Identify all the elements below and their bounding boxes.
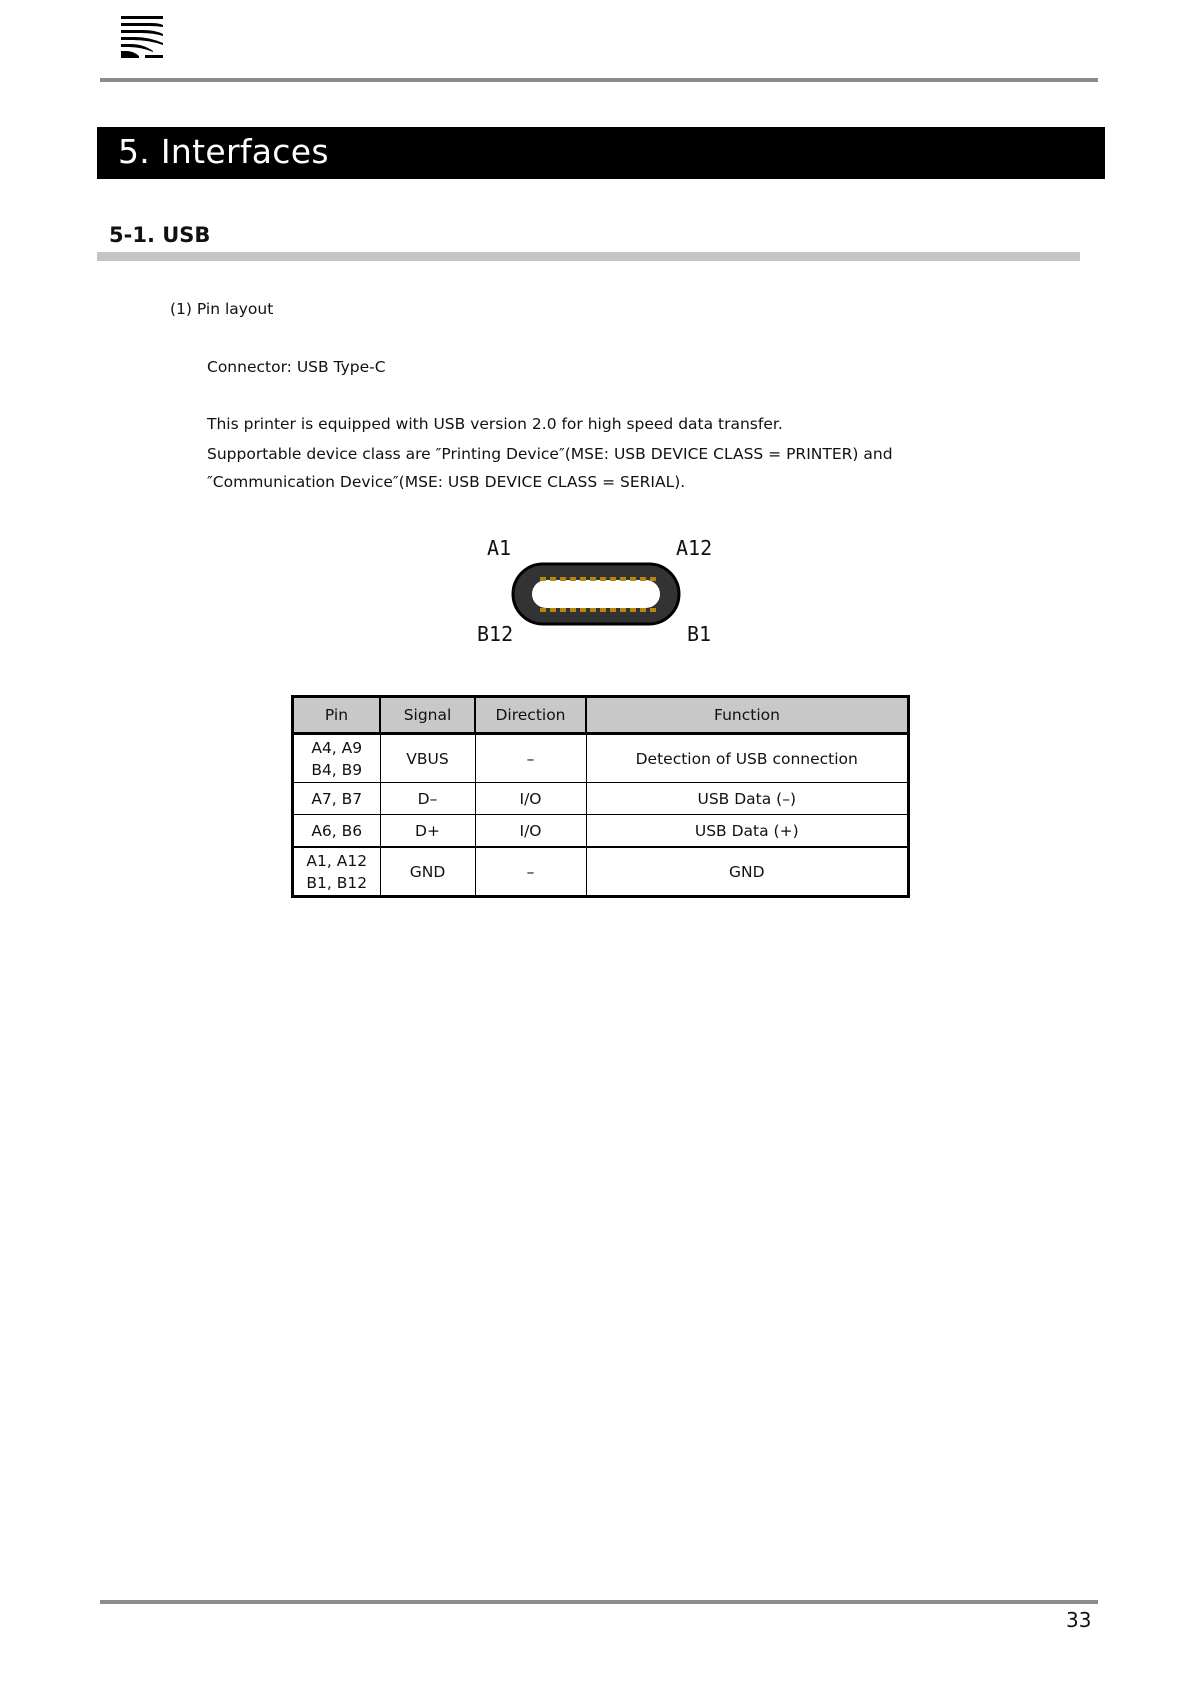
contact-pin xyxy=(650,577,656,581)
signal-cell: D+ xyxy=(380,815,475,848)
usb-description-line-1: This printer is equipped with USB version 2.0 for high speed data transfer. xyxy=(207,415,783,433)
contact-pin xyxy=(550,577,556,581)
pin-line: A1, A12 xyxy=(306,851,368,870)
contact-pin xyxy=(640,608,646,612)
function-cell: Detection of USB connection xyxy=(586,734,909,783)
function-cell: USB Data (–) xyxy=(586,783,909,815)
signal-cell: VBUS xyxy=(380,734,475,783)
usb-type-c-connector-icon xyxy=(510,561,690,631)
contact-pin xyxy=(650,608,656,612)
connector-text: Connector: USB Type-C xyxy=(207,358,386,376)
pin-label-b12: B12 xyxy=(477,622,514,646)
function-cell: GND xyxy=(586,847,909,897)
contact-pin xyxy=(560,577,566,581)
signal-cell: D– xyxy=(380,783,475,815)
contact-pin xyxy=(590,577,596,581)
contact-pin xyxy=(590,608,596,612)
table-row xyxy=(293,734,909,783)
usb-pin-table xyxy=(291,695,910,898)
header-pin: Pin xyxy=(293,697,381,734)
contact-pin xyxy=(570,608,576,612)
header-function: Function xyxy=(586,697,909,734)
contact-pin xyxy=(600,608,606,612)
pin-cell xyxy=(293,847,381,897)
chapter-heading-bar xyxy=(97,127,1105,179)
section-rule xyxy=(97,252,1080,261)
contact-pin xyxy=(580,577,586,581)
contact-pin xyxy=(570,577,576,581)
contact-pin xyxy=(550,608,556,612)
usb-description-line-2: Supportable device class are ″Printing Device″(MSE: USB DEVICE CLASS = PRINTER) and xyxy=(207,445,893,463)
signal-cell: GND xyxy=(380,847,475,897)
contact-pin xyxy=(610,577,616,581)
footer-rule xyxy=(100,1600,1098,1604)
contact-pin xyxy=(580,608,586,612)
usb-description-line-3: ″Communication Device″(MSE: USB DEVICE CLASS = SERIAL). xyxy=(207,473,686,491)
pin-label-a1: A1 xyxy=(487,536,512,560)
contact-pin xyxy=(540,577,546,581)
contact-pin xyxy=(560,608,566,612)
page-number: 33 xyxy=(1066,1608,1092,1632)
contact-pin xyxy=(620,608,626,612)
direction-cell: I/O xyxy=(475,815,586,848)
contact-pin xyxy=(610,608,616,612)
chapter-title: 5. Interfaces xyxy=(118,132,329,171)
direction-cell: – xyxy=(475,734,586,783)
pin-cell: A6, B6 xyxy=(293,815,381,848)
pin-cell xyxy=(293,734,381,783)
table-row xyxy=(293,847,909,897)
contact-pin xyxy=(640,577,646,581)
pin-line: B1, B12 xyxy=(306,873,368,892)
direction-cell: – xyxy=(475,847,586,897)
table-row xyxy=(293,783,909,815)
contact-pin xyxy=(600,577,606,581)
pin-cell: A7, B7 xyxy=(293,783,381,815)
contact-pin xyxy=(620,577,626,581)
wave-lines-logo-icon xyxy=(121,16,163,58)
pin-layout-heading: (1) Pin layout xyxy=(170,300,274,318)
function-cell: USB Data (+) xyxy=(586,815,909,848)
header-signal: Signal xyxy=(380,697,475,734)
contact-pin xyxy=(630,577,636,581)
pin-label-b1: B1 xyxy=(687,622,712,646)
header-rule xyxy=(100,78,1098,82)
pin-label-a12: A12 xyxy=(676,536,713,560)
direction-cell: I/O xyxy=(475,783,586,815)
pin-line: A4, A9 xyxy=(311,738,363,757)
contact-pin xyxy=(540,608,546,612)
section-title: 5-1. USB xyxy=(109,223,211,247)
table-row xyxy=(293,815,909,848)
pin-line: B4, B9 xyxy=(311,760,363,779)
header-direction: Direction xyxy=(475,697,586,734)
contact-pin xyxy=(630,608,636,612)
table-header-row xyxy=(293,697,909,734)
